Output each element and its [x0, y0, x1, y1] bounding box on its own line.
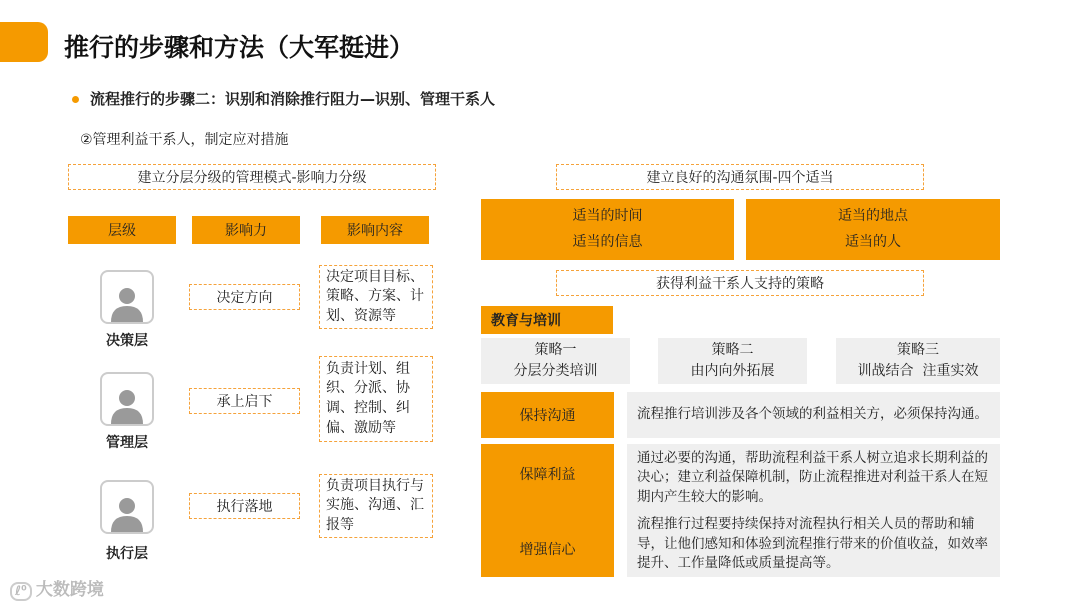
content-cell: 负责项目执行与实施、沟通、汇报等 [319, 474, 433, 538]
title-accent-bar [0, 22, 48, 62]
avatar-icon [100, 480, 154, 534]
column-header-level: 层级 [68, 216, 176, 244]
item-label-benefit: 保障利益 [519, 467, 576, 483]
logo-icon: ℓ⁰ [10, 582, 32, 601]
watermark-logo [10, 575, 104, 601]
item-desc: 通过必要的沟通，帮助流程利益干系人树立追求长期利益的决心；建立利益保障机制，防止流程推进对利益干系人在短期内产生较大的影响。 [627, 444, 1000, 512]
item-label-communication: 保持沟通 [481, 392, 614, 438]
item-label-confidence: 增强信心 [519, 542, 576, 558]
right-heading: 建立良好的沟通氛围-四个适当 [556, 164, 924, 190]
strategy-card [658, 338, 807, 384]
principle-box-time [481, 199, 734, 260]
principle-line: 适当的人 [845, 233, 901, 250]
strategy-desc: 分层分类培训 [513, 363, 598, 379]
education-label: 教育与培训 [481, 306, 613, 334]
strategy-card [836, 338, 1000, 384]
influence-cell: 决定方向 [189, 284, 300, 310]
level-label: 管理层 [106, 435, 148, 451]
section-note: ②管理利益干系人，制定应对措施 [80, 132, 289, 148]
strategy-name: 策略一 [534, 342, 577, 358]
strategy-heading: 获得利益干系人支持的策略 [556, 270, 924, 296]
content-cell: 负责计划、组织、分派、协调、控制、纠偏、激励等 [319, 356, 433, 442]
content-cell: 决定项目目标、策略、方案、计划、资源等 [319, 265, 433, 329]
watermark-text: 大数跨境 [35, 580, 104, 600]
principle-box-place [746, 199, 1000, 260]
influence-cell: 承上启下 [189, 388, 300, 414]
strategy-card [481, 338, 630, 384]
column-header-influence: 影响力 [192, 216, 300, 244]
left-heading: 建立分层分级的管理模式-影响力分级 [68, 164, 436, 190]
principle-line: 适当的地点 [838, 207, 908, 224]
level-label: 执行层 [106, 546, 148, 562]
item-desc: 流程推行培训涉及各个领域的利益相关方，必须保持沟通。 [627, 392, 1000, 438]
influence-cell: 执行落地 [189, 493, 300, 519]
column-header-content: 影响内容 [321, 216, 429, 244]
avatar-icon [100, 270, 154, 324]
principle-line: 适当的时间 [572, 207, 643, 224]
avatar-icon [100, 372, 154, 426]
page-subtitle: 流程推行的步骤二：识别和消除推行阻力—识别、管理干系人 [90, 90, 496, 108]
item-desc: 流程推行过程要持续保持对流程执行相关人员的帮助和辅导，让他们感知和体验到流程推行带来的价值收益，如效率提升、工作量降低或质量提高等。 [627, 512, 1000, 577]
strategy-name: 策略三 [897, 342, 939, 358]
page-title: 推行的步骤和方法（大军挺进） [64, 33, 415, 62]
strategy-desc: 由内向外拓展 [690, 363, 775, 379]
level-label: 决策层 [106, 333, 148, 349]
principle-line: 适当的信息 [572, 233, 643, 250]
bullet-dot-icon [72, 96, 79, 103]
strategy-desc: 训战结合 注重实效 [857, 363, 979, 379]
strategy-name: 策略二 [711, 342, 754, 358]
